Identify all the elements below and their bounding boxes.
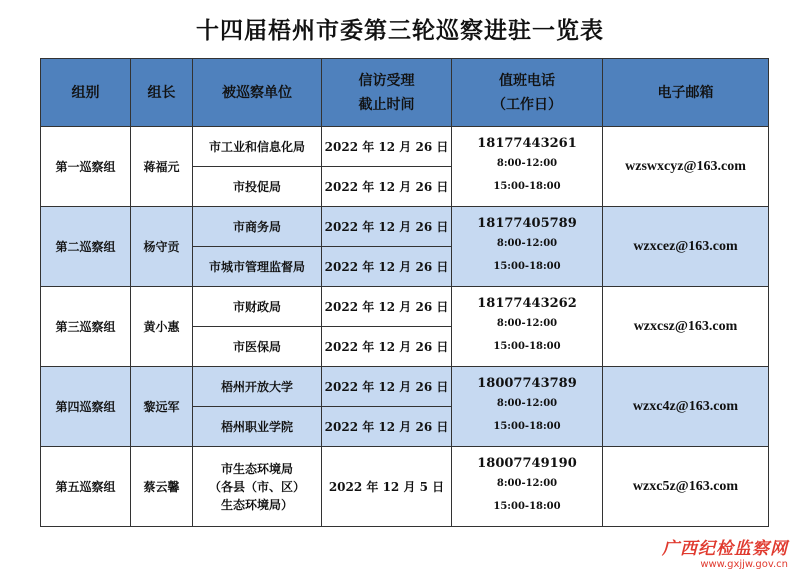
inspected-unit: 市财政局 [193, 287, 322, 327]
email-address[interactable]: wzxc4z@163.com [603, 367, 769, 447]
table-row [41, 207, 769, 247]
header-deadline-line2: 截止时间 [358, 96, 415, 113]
hours-afternoon: 15:00-18:00 [493, 501, 561, 512]
deadline-date: 2022 年 12 月 26 日 [322, 287, 452, 327]
inspected-unit-line: （各县（市、区） [208, 479, 305, 494]
group-leader: 黄小惠 [131, 287, 193, 367]
inspected-unit: 市投促局 [193, 167, 322, 207]
header-deadline [322, 59, 452, 127]
deadline-date: 2022 年 12 月 26 日 [322, 167, 452, 207]
phone-number[interactable]: 18007749190 [477, 456, 577, 471]
phone-number[interactable]: 18177443262 [477, 296, 577, 311]
table-row [41, 367, 769, 407]
email-address[interactable]: wzxcsz@163.com [603, 287, 769, 367]
header-phone [452, 59, 603, 127]
deadline-date: 2022 年 12 月 26 日 [322, 407, 452, 447]
header-unit: 被巡察单位 [193, 59, 322, 127]
group-name: 第五巡察组 [41, 447, 131, 527]
header-email: 电子邮箱 [603, 59, 769, 127]
hours-afternoon: 15:00-18:00 [493, 341, 561, 352]
hours-afternoon: 15:00-18:00 [493, 421, 561, 432]
phone-number[interactable]: 18007743789 [477, 376, 577, 391]
inspected-unit: 梧州开放大学 [193, 367, 322, 407]
header-phone-line2: （工作日） [492, 96, 562, 113]
phone-cell [452, 127, 603, 207]
phone-number[interactable]: 18177443261 [477, 136, 577, 151]
hours-afternoon: 15:00-18:00 [493, 261, 561, 272]
hours-morning: 8:00-12:00 [496, 158, 558, 169]
inspected-unit: 市工业和信息化局 [193, 127, 322, 167]
inspected-unit-line: 生态环境局） [220, 497, 293, 512]
hours-morning: 8:00-12:00 [496, 398, 558, 409]
page-title: 十四届梧州市委第三轮巡察进驻一览表 [196, 17, 604, 44]
hours-morning: 8:00-12:00 [496, 318, 558, 329]
group-leader: 蒋福元 [131, 127, 193, 207]
group-leader: 黎远军 [131, 367, 193, 447]
site-watermark [662, 534, 788, 570]
inspected-unit [193, 447, 322, 527]
group-leader: 蔡云馨 [131, 447, 193, 527]
deadline-date: 2022 年 12 月 26 日 [322, 367, 452, 407]
email-address[interactable]: wzxcez@163.com [603, 207, 769, 287]
header-deadline-line1: 信访受理 [358, 72, 415, 89]
watermark-logo-text: 广西纪检监察网 [662, 539, 788, 559]
email-address[interactable]: wzxc5z@163.com [603, 447, 769, 527]
group-leader: 杨守贡 [131, 207, 193, 287]
deadline-date: 2022 年 12 月 26 日 [322, 127, 452, 167]
hours-morning: 8:00-12:00 [496, 478, 558, 489]
deadline-date: 2022 年 12 月 5 日 [322, 447, 452, 527]
phone-cell [452, 447, 603, 527]
inspected-unit: 市城市管理监督局 [193, 247, 322, 287]
table-row [41, 127, 769, 167]
phone-cell [452, 207, 603, 287]
deadline-date: 2022 年 12 月 26 日 [322, 207, 452, 247]
phone-cell [452, 367, 603, 447]
phone-number[interactable]: 18177405789 [477, 216, 577, 231]
email-address[interactable]: wzswxcyz@163.com [603, 127, 769, 207]
table-row [41, 447, 769, 527]
hours-morning: 8:00-12:00 [496, 238, 558, 249]
header-row [41, 59, 769, 127]
group-name: 第四巡察组 [41, 367, 131, 447]
inspected-unit-line: 市生态环境局 [220, 461, 293, 476]
inspected-unit: 市医保局 [193, 327, 322, 367]
group-name: 第一巡察组 [41, 127, 131, 207]
inspection-schedule-table [40, 58, 769, 527]
header-phone-line1: 值班电话 [499, 72, 555, 89]
deadline-date: 2022 年 12 月 26 日 [322, 327, 452, 367]
hours-afternoon: 15:00-18:00 [493, 181, 561, 192]
phone-cell [452, 287, 603, 367]
deadline-date: 2022 年 12 月 26 日 [322, 247, 452, 287]
header-group: 组别 [41, 59, 131, 127]
table-row [41, 287, 769, 327]
header-leader: 组长 [131, 59, 193, 127]
inspected-unit: 市商务局 [193, 207, 322, 247]
group-name: 第三巡察组 [41, 287, 131, 367]
watermark-url: www.gxjjw.gov.cn [700, 559, 788, 570]
group-name: 第二巡察组 [41, 207, 131, 287]
inspected-unit: 梧州职业学院 [193, 407, 322, 447]
